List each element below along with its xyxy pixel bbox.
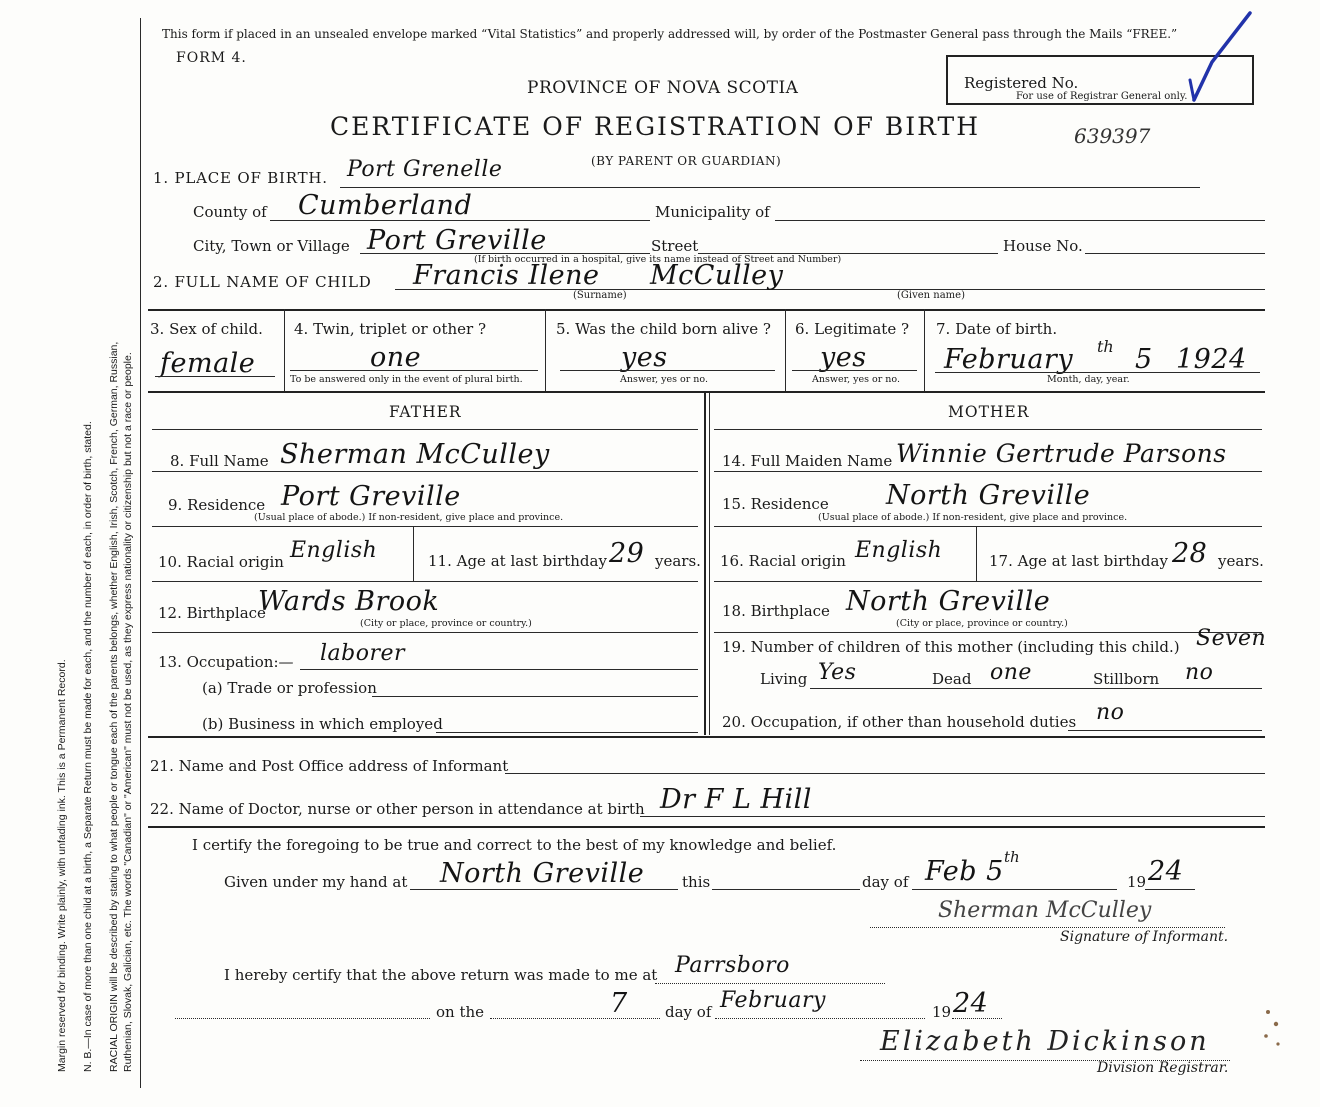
label-day-of: day of bbox=[862, 873, 909, 891]
left-border bbox=[140, 18, 141, 1088]
value-mother-residence: North Greville bbox=[886, 480, 1091, 511]
registered-sub: For use of Registrar General only. bbox=[1016, 91, 1188, 102]
note-legitimate: Answer, yes or no. bbox=[812, 374, 901, 385]
label-given-19: 19 bbox=[1127, 873, 1147, 891]
value-return-day: 7 bbox=[610, 988, 628, 1019]
line-informant-signature bbox=[870, 927, 1225, 928]
label-mother-birthplace: 18. Birthplace bbox=[722, 602, 830, 620]
line-mother-residence bbox=[714, 526, 1262, 527]
value-living: Yes bbox=[818, 660, 857, 685]
value-return-month: February bbox=[720, 988, 826, 1013]
value-child-last: McCulley bbox=[650, 260, 784, 291]
value-mother-racial: English bbox=[855, 538, 943, 563]
value-city: Port Greville bbox=[367, 225, 547, 256]
label-place-of-birth: 1. PLACE OF BIRTH. bbox=[153, 169, 328, 187]
line-informant bbox=[505, 773, 1265, 774]
value-birth-month: February bbox=[944, 344, 1074, 375]
father-mother-divider-2 bbox=[709, 393, 710, 735]
value-county: Cumberland bbox=[298, 190, 473, 221]
label-division-registrar: Division Registrar. bbox=[1097, 1060, 1229, 1076]
divider-mother-racial-age bbox=[976, 526, 977, 581]
value-mother-birthplace: North Greville bbox=[846, 586, 1051, 617]
value-return-year: 24 bbox=[953, 988, 989, 1019]
note-father-abode: (Usual place of abode.) If non-resident, give place and province. bbox=[254, 512, 564, 523]
value-place-of-birth: Port Grenelle bbox=[347, 157, 503, 182]
value-stillborn: no bbox=[1185, 660, 1214, 685]
form-number: FORM 4. bbox=[176, 50, 247, 66]
margin-note-binding: Margin reserved for binding. Write plainly, with unfading ink. This is a Permanent Record. bbox=[56, 659, 68, 1072]
line-municipality bbox=[775, 220, 1265, 221]
value-given-at: North Greville bbox=[440, 858, 645, 889]
label-dead: Dead bbox=[932, 670, 972, 688]
line-return-month bbox=[715, 1018, 925, 1019]
line-return-at bbox=[655, 983, 885, 984]
label-father-occupation: 13. Occupation:— bbox=[158, 653, 294, 671]
value-mother-maiden: Winnie Gertrude Parsons bbox=[896, 439, 1227, 468]
father-mother-divider bbox=[704, 393, 706, 735]
line-father-name bbox=[152, 471, 698, 472]
label-sex: 3. Sex of child. bbox=[150, 320, 263, 338]
line-given-day bbox=[912, 889, 1117, 890]
label-father-years: years. bbox=[655, 552, 701, 570]
value-father-age: 29 bbox=[609, 538, 645, 569]
divider-3-4 bbox=[284, 309, 285, 391]
label-born-alive: 5. Was the child born alive ? bbox=[556, 320, 771, 338]
label-house-no: House No. bbox=[1003, 237, 1083, 255]
line-father-residence bbox=[152, 526, 698, 527]
note-given-name: (Given name) bbox=[897, 290, 965, 301]
label-mother-residence: 15. Residence bbox=[722, 495, 829, 513]
label-father-name: 8. Full Name bbox=[170, 452, 269, 470]
divider-5-6 bbox=[785, 309, 786, 391]
line-date-birth bbox=[935, 372, 1260, 373]
label-legitimate: 6. Legitimate ? bbox=[795, 320, 910, 338]
hospital-note: (If birth occurred in a hospital, give its name instead of Street and Number) bbox=[474, 254, 842, 265]
label-mother-age: 17. Age at last birthday bbox=[989, 552, 1168, 570]
value-father-racial: English bbox=[290, 538, 378, 563]
margin-note-racial-origin: RACIAL ORIGIN will be described by stating to what people or tongue each of the parents belongs, whether English, Irish, Scotch, French, German, Russian, bbox=[108, 341, 120, 1072]
line-given-at bbox=[410, 889, 678, 890]
registrar-signature: Elizabeth Dickinson bbox=[880, 1026, 1210, 1057]
label-doctor: 22. Name of Doctor, nurse or other person in attendance at birth bbox=[150, 800, 645, 818]
value-mother-occupation: no bbox=[1096, 700, 1125, 725]
heading-mother: MOTHER bbox=[948, 403, 1030, 421]
line-given-year bbox=[1145, 889, 1195, 890]
label-return-19: 19 bbox=[932, 1003, 952, 1021]
certificate-title: CERTIFICATE OF REGISTRATION OF BIRTH bbox=[330, 112, 981, 141]
label-mother-racial: 16. Racial origin bbox=[720, 552, 846, 570]
note-date-birth: Month, day, year. bbox=[1047, 374, 1130, 385]
label-informant: 21. Name and Post Office address of Informant bbox=[150, 757, 509, 775]
line-given-this bbox=[712, 889, 860, 890]
value-doctor: Dr F L Hill bbox=[660, 784, 812, 815]
label-father-residence: 9. Residence bbox=[168, 496, 266, 514]
value-child-first: Francis Ilene bbox=[413, 260, 600, 291]
value-father-birthplace: Wards Brook bbox=[258, 586, 440, 617]
line-father-occupation bbox=[300, 669, 698, 670]
value-father-residence: Port Greville bbox=[281, 481, 461, 512]
note-surname: (Surname) bbox=[573, 290, 627, 301]
label-stillborn: Stillborn bbox=[1093, 670, 1160, 688]
line-return-day bbox=[490, 1018, 660, 1019]
label-mother-maiden: 14. Full Maiden Name bbox=[722, 452, 893, 470]
divider-6-7 bbox=[924, 309, 925, 391]
label-municipality: Municipality of bbox=[655, 203, 770, 221]
label-mother-occupation: 20. Occupation, if other than household duties bbox=[722, 713, 1077, 731]
label-on-the: on the bbox=[436, 1003, 485, 1021]
value-given-day: Feb 5 bbox=[925, 856, 1004, 887]
rule-parents-bottom bbox=[148, 736, 1265, 738]
label-day-of-2: day of bbox=[665, 1003, 712, 1021]
label-father-age: 11. Age at last birthday bbox=[428, 552, 607, 570]
line-mother-maiden bbox=[714, 471, 1262, 472]
line-father-business bbox=[436, 732, 698, 733]
value-mother-children: Seven bbox=[1196, 626, 1267, 651]
rule-row3-top bbox=[148, 309, 1265, 311]
label-hereby: I hereby certify that the above return was made to me at bbox=[224, 966, 658, 984]
rule-doctor-bottom bbox=[148, 826, 1265, 828]
label-street: Street bbox=[651, 237, 699, 255]
line-living bbox=[810, 688, 1262, 689]
value-given-day-sup: th bbox=[1004, 848, 1020, 866]
label-mother-years: years. bbox=[1218, 552, 1264, 570]
label-father-business: (b) Business in which employed bbox=[202, 715, 443, 733]
divider-4-5 bbox=[545, 309, 546, 391]
value-born-alive: yes bbox=[621, 342, 668, 373]
line-mother-racial bbox=[714, 581, 1262, 582]
label-signature-informant: Signature of Informant. bbox=[1060, 929, 1229, 945]
label-twin: 4. Twin, triplet or other ? bbox=[294, 320, 486, 338]
value-return-at: Parrsboro bbox=[675, 953, 790, 978]
certificate-subtitle: (BY PARENT OR GUARDIAN) bbox=[591, 154, 782, 168]
line-place-of-birth bbox=[340, 187, 1200, 188]
label-father-birthplace: 12. Birthplace bbox=[158, 604, 266, 622]
line-father-racial bbox=[152, 581, 698, 582]
label-full-name-child: 2. FULL NAME OF CHILD bbox=[153, 273, 372, 291]
value-birth-day: 5 bbox=[1135, 344, 1153, 375]
value-mother-age: 28 bbox=[1172, 538, 1208, 569]
line-sex bbox=[155, 376, 275, 377]
value-sex: female bbox=[160, 348, 256, 379]
divider-father-racial-age bbox=[413, 526, 414, 581]
label-this: this bbox=[682, 873, 711, 891]
registered-label: Registered No. bbox=[964, 74, 1079, 92]
line-on-the-pre bbox=[175, 1018, 430, 1019]
line-doctor bbox=[640, 816, 1265, 817]
label-date-birth: 7. Date of birth. bbox=[936, 320, 1058, 338]
value-father-name: Sherman McCulley bbox=[280, 439, 550, 470]
paper-stain-marks bbox=[1258, 1000, 1288, 1060]
label-mother-children: 19. Number of children of this mother (including this child.) bbox=[722, 638, 1180, 656]
line-father-birthplace bbox=[152, 632, 698, 633]
note-twin: To be answered only in the event of plural birth. bbox=[290, 374, 523, 385]
label-father-racial: 10. Racial origin bbox=[158, 553, 284, 571]
margin-note-racial-origin-cont: Ruthenian, Slovak, Galician, etc. The words "Canadian" or "American" must not be used, as they express nationality or citizenship but not a race or people. bbox=[122, 352, 134, 1072]
line-return-year bbox=[952, 1018, 1002, 1019]
blue-check-mark bbox=[1180, 10, 1260, 105]
heading-father: FATHER bbox=[389, 403, 462, 421]
certificate-number: 639397 bbox=[1074, 124, 1151, 148]
line-mother-birthplace bbox=[714, 632, 1262, 633]
margin-note-separate-return: N. B.—In case of more than one child at a birth, a Separate Return must be made for each, and the number of each, in order of birth, stated. bbox=[82, 421, 94, 1072]
label-county: County of bbox=[193, 203, 267, 221]
line-mother-occupation bbox=[1068, 730, 1262, 731]
line-twin bbox=[290, 370, 538, 371]
rule-mother-head bbox=[714, 429, 1262, 430]
note-father-birthplace: (City or place, province or country.) bbox=[360, 618, 532, 629]
rule-father-head bbox=[152, 429, 698, 430]
value-twin: one bbox=[370, 342, 422, 373]
value-given-year: 24 bbox=[1148, 856, 1184, 887]
note-mother-abode: (Usual place of abode.) If non-resident, give place and province. bbox=[818, 512, 1128, 523]
line-house-no bbox=[1085, 253, 1265, 254]
value-father-occupation: laborer bbox=[320, 641, 406, 666]
province-heading: PROVINCE OF NOVA SCOTIA bbox=[527, 78, 799, 98]
value-dead: one bbox=[990, 660, 1032, 685]
label-given-hand: Given under my hand at bbox=[224, 873, 408, 891]
note-mother-birthplace: (City or place, province or country.) bbox=[896, 618, 1068, 629]
value-birth-year: 1924 bbox=[1176, 344, 1247, 375]
value-legitimate: yes bbox=[820, 342, 867, 373]
rule-row3-bottom bbox=[148, 391, 1265, 393]
label-living: Living bbox=[760, 670, 808, 688]
line-legitimate bbox=[792, 370, 917, 371]
line-father-trade bbox=[372, 696, 698, 697]
label-father-trade: (a) Trade or profession bbox=[202, 679, 377, 697]
note-born-alive: Answer, yes or no. bbox=[620, 374, 709, 385]
certify-statement: I certify the foregoing to be true and correct to the best of my knowledge and belief. bbox=[192, 836, 837, 854]
mailing-notice: This form if placed in an unsealed envelope marked “Vital Statistics” and properly addressed will, by order of the Postmaster General pass through the Mails “FREE.” bbox=[162, 27, 1178, 41]
line-born-alive bbox=[560, 370, 775, 371]
label-city: City, Town or Village bbox=[193, 237, 350, 255]
informant-signature: Sherman McCulley bbox=[938, 898, 1152, 923]
value-birth-day-sup: th bbox=[1097, 337, 1114, 356]
